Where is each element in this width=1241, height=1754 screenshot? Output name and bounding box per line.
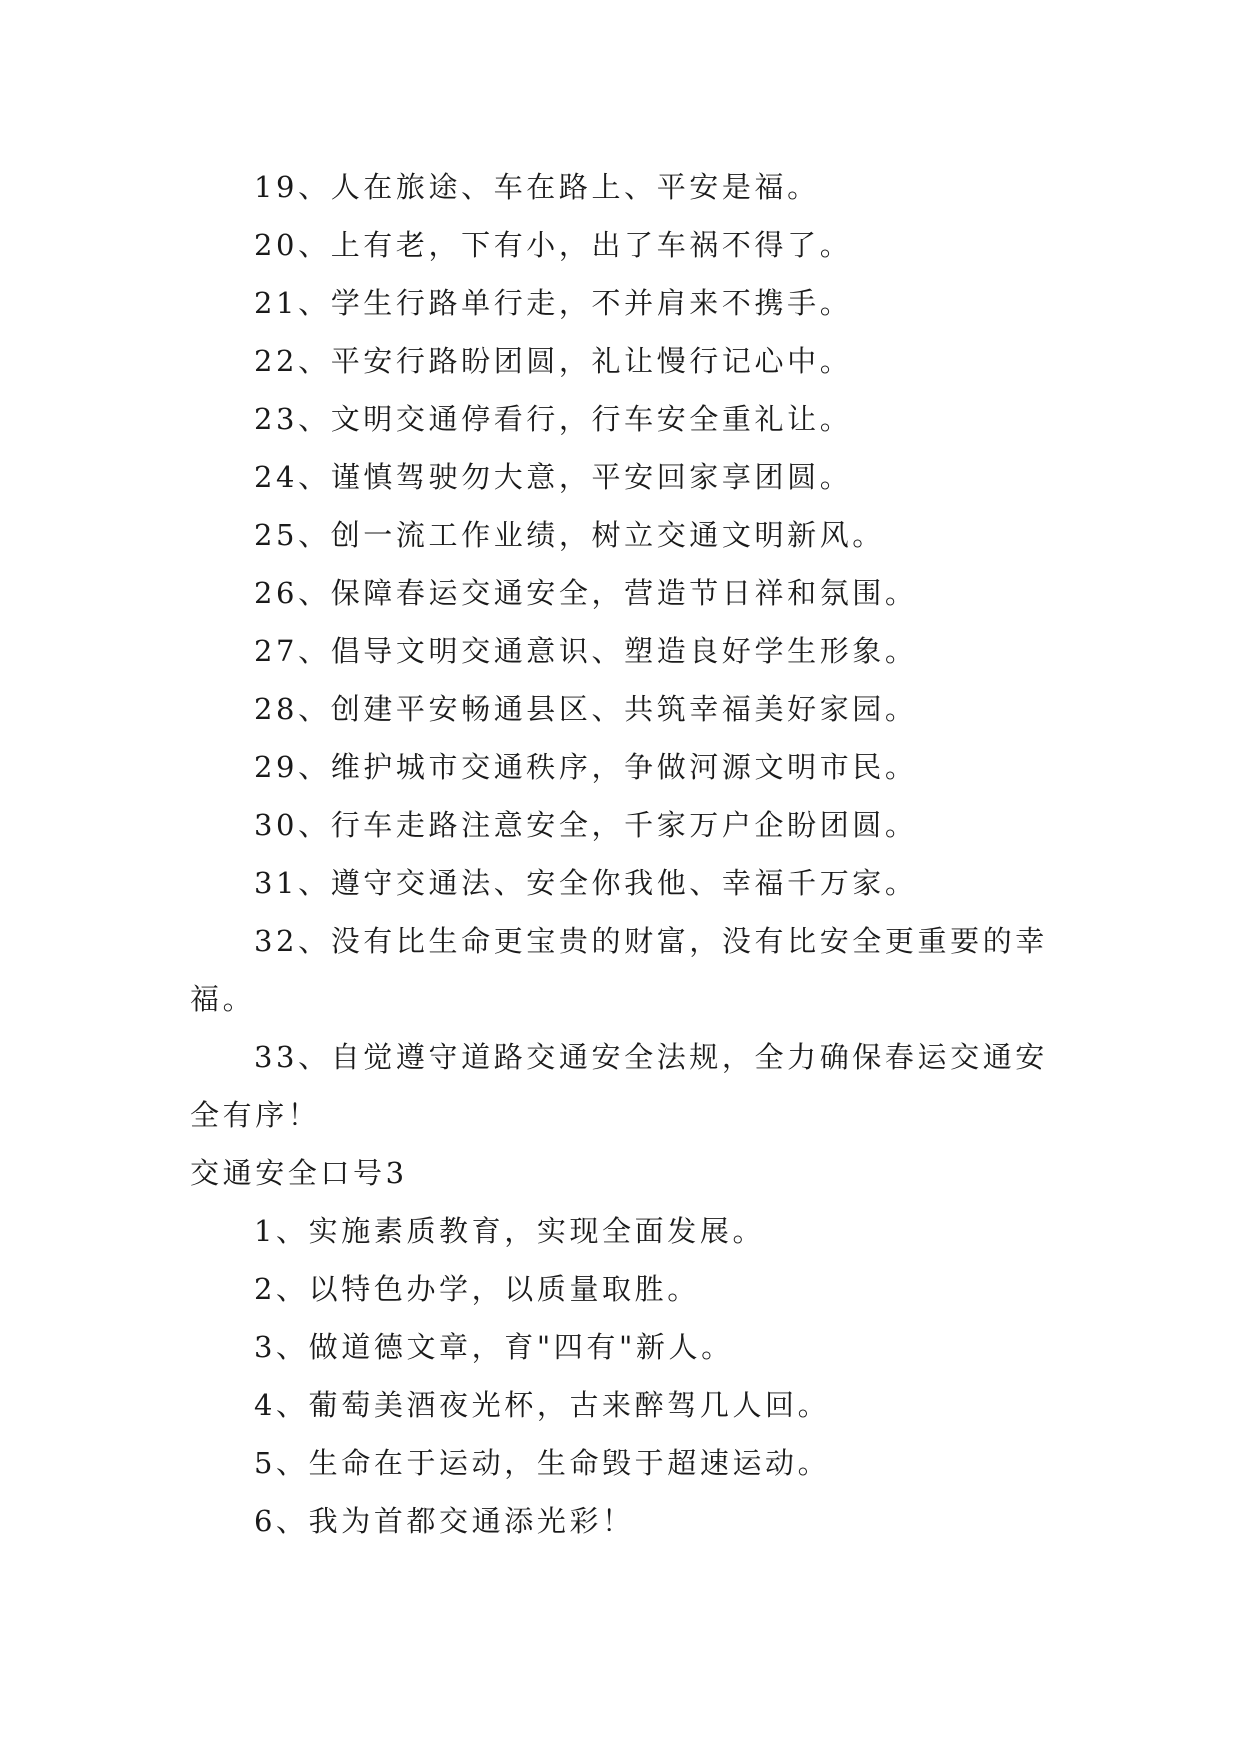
slogan-item: 19、人在旅途、车在路上、平安是福。 xyxy=(254,170,820,204)
slogan-item: 27、倡导文明交通意识、塑造良好学生形象。 xyxy=(254,634,918,668)
slogan-item: 20、上有老，下有小，出了车祸不得了。 xyxy=(254,228,853,262)
slogan-item: 29、维护城市交通秩序，争做河源文明市民。 xyxy=(254,750,918,784)
slogan-item: 2、以特色办学，以质量取胜。 xyxy=(254,1272,700,1306)
slogan-item: 4、葡萄美酒夜光杯，古来醉驾几人回。 xyxy=(254,1388,831,1422)
slogan-item: 33、自觉遵守道路交通安全法规，全力确保春运交通安全有序！ xyxy=(190,1040,1048,1132)
slogan-item: 32、没有比生命更宝贵的财富，没有比安全更重要的幸福。 xyxy=(190,924,1048,1016)
slogan-item: 1、实施素质教育，实现全面发展。 xyxy=(254,1214,766,1248)
slogan-item: 5、生命在于运动，生命毁于超速运动。 xyxy=(254,1446,831,1480)
section-heading: 交通安全口号3 xyxy=(190,1156,408,1190)
slogan-item: 26、保障春运交通安全，营造节日祥和氛围。 xyxy=(254,576,918,610)
slogan-item: 23、文明交通停看行，行车安全重礼让。 xyxy=(254,402,853,436)
slogan-item: 3、做道德文章，育"四有"新人。 xyxy=(254,1330,734,1364)
slogan-item: 30、行车走路注意安全，千家万户企盼团圆。 xyxy=(254,808,918,842)
slogan-item: 31、遵守交通法、安全你我他、幸福千万家。 xyxy=(254,866,918,900)
slogan-item: 25、创一流工作业绩，树立交通文明新风。 xyxy=(254,518,885,552)
document-body xyxy=(190,158,1060,1550)
slogan-item: 6、我为首都交通添光彩！ xyxy=(254,1504,635,1538)
slogan-item: 22、平安行路盼团圆，礼让慢行记心中。 xyxy=(254,344,853,378)
slogan-item: 28、创建平安畅通县区、共筑幸福美好家园。 xyxy=(254,692,918,726)
slogan-item: 21、学生行路单行走，不并肩来不携手。 xyxy=(254,286,853,320)
slogan-item: 24、谨慎驾驶勿大意，平安回家享团圆。 xyxy=(254,460,853,494)
